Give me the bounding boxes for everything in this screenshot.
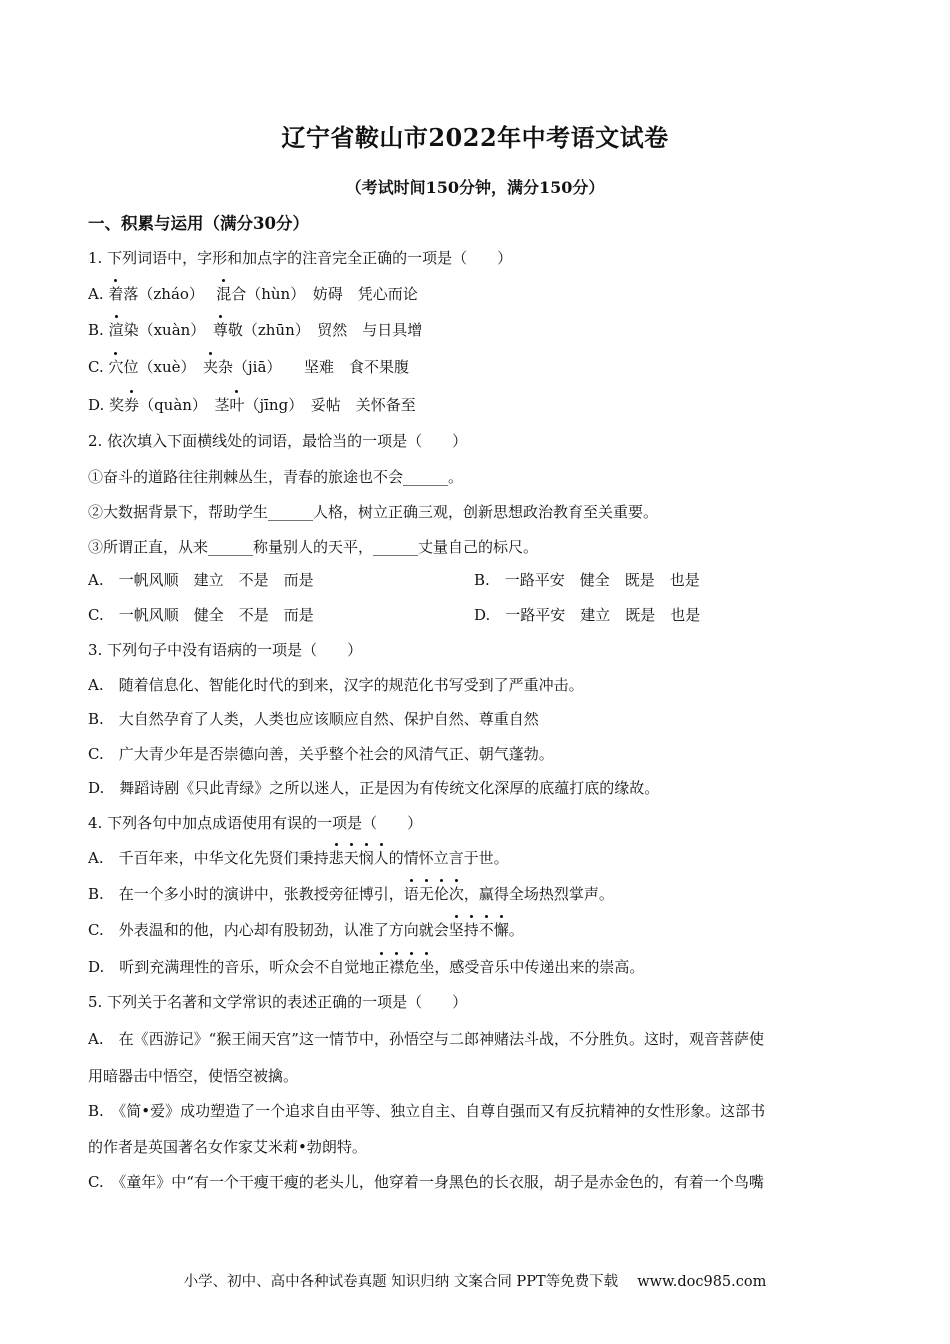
question-3-option-a: A. 随着信息化、智能化时代的到来，汉字的规范化书写受到了严重冲击。 [88, 676, 584, 694]
dotted-char: 叶 [229, 396, 245, 414]
question-3-option-c: C. 广大青少年是否崇德向善，关乎整个社会的风清气正、朝气蓬勃。 [88, 745, 554, 763]
question-1-option-a: A. 着落（zháo） 混合（hùn） 妨碍 凭心而论 [88, 285, 418, 303]
exam-subtitle: （考试时间150分钟，满分150分） [345, 178, 605, 197]
page-title: 辽宁省鞍山市2022年中考语文试卷 [281, 123, 669, 152]
question-2-sentence-2: ②大数据背景下，帮助学生______人格，树立正确三观，创新思想政治教育至关重要。 [88, 503, 659, 521]
question-2-option-c: C. 一帆风顺 健全 不是 而是 [88, 606, 314, 624]
page-footer: 小学、初中、高中各种试卷真题 知识归纳 文案合同 PPT等免费下载 www.doc985.com [183, 1274, 767, 1290]
dotted-char: 混 [216, 285, 232, 303]
question-5-option-a-line-1: A. 在《西游记》“猴王闹天宫”这一情节中，孙悟空与二郎神赌法斗战，不分胜负。这时，观音菩萨使 [88, 1030, 764, 1048]
question-3-stem: 3. 下列句子中没有语病的一项是（ ） [88, 641, 363, 659]
dotted-char: 夹 [203, 358, 219, 376]
dotted-char: 穴 [108, 358, 124, 376]
question-5-option-b-line-2: 的作者是英国著名女作家艾米莉•勃朗特。 [88, 1138, 367, 1156]
question-4-option-c: C. 外表温和的他，内心却有股韧劲，认准了方向就会坚持不懈。 [88, 921, 524, 939]
question-4-option-b: B. 在一个多小时的演讲中，张教授旁征博引，语无伦次，赢得全场热烈掌声。 [88, 885, 614, 903]
dotted-char: 懈 [493, 921, 509, 939]
dotted-char: 券 [124, 396, 140, 414]
dotted-char: 尊 [212, 321, 228, 339]
dotted-char: 语 [403, 885, 419, 903]
question-5-option-a-line-2: 用暗器击中悟空，使悟空被擒。 [88, 1067, 299, 1085]
question-1-stem: 1. 下列词语中，字形和加点字的注音完全正确的一项是（ ） [88, 249, 513, 267]
dotted-char: 天 [343, 849, 359, 867]
question-5-option-c-line-1: C. 《童年》中“有一个干瘦干瘦的老头儿，他穿着一身黑色的长衣服，胡子是赤金色的，有着一个鸟嘴 [88, 1173, 764, 1191]
dotted-char: 无 [418, 885, 434, 903]
dotted-char: 坚 [448, 921, 464, 939]
dotted-char: 持 [463, 921, 479, 939]
dotted-char: 悯 [358, 849, 374, 867]
dotted-char: 坐 [419, 958, 435, 976]
question-2-option-a: A. 一帆风顺 建立 不是 而是 [88, 571, 314, 589]
dotted-char: 次 [448, 885, 464, 903]
question-1-option-b: B. 渲染（xuàn） 尊敬（zhūn） 贸然 与日具增 [88, 321, 423, 339]
question-3-option-b: B. 大自然孕育了人类，人类也应该顺应自然、保护自然、尊重自然 [88, 710, 539, 728]
dotted-char: 不 [478, 921, 494, 939]
question-3-option-d: D. 舞蹈诗剧《只此青绿》之所以迷人，正是因为有传统文化深厚的底蕴打底的缘故。 [88, 779, 660, 797]
question-2-option-b: B. 一路平安 健全 既是 也是 [474, 571, 700, 589]
question-4-option-d: D. 听到充满理性的音乐，听众会不自觉地正襟危坐，感受音乐中传递出来的崇高。 [88, 958, 645, 976]
dotted-char: 着 [108, 285, 124, 303]
question-5-stem: 5. 下列关于名著和文学常识的表述正确的一项是（ ） [88, 993, 468, 1011]
question-1-option-d: D. 奖券（quàn） 茎叶（jīng） 妥帖 关怀备至 [88, 396, 416, 414]
question-4-option-a: A. 千百年来，中华文化先贤们秉持悲天悯人的情怀立言于世。 [88, 849, 509, 867]
dotted-char: 危 [404, 958, 420, 976]
dotted-char: 悲 [328, 849, 344, 867]
dotted-char: 渲 [108, 321, 124, 339]
dotted-char: 襟 [389, 958, 405, 976]
dotted-char: 正 [374, 958, 390, 976]
question-2-sentence-1: ①奋斗的道路往往荆棘丛生，青春的旅途也不会______。 [88, 468, 464, 486]
question-2-stem: 2. 依次填入下面横线处的词语，最恰当的一项是（ ） [88, 432, 468, 450]
question-2-sentence-3: ③所谓正直，从来______称量别人的天平，______丈量自己的标尺。 [88, 538, 539, 556]
dotted-char: 人 [373, 849, 389, 867]
section-heading: 一、积累与运用（满分30分） [88, 214, 309, 233]
question-1-option-c: C. 穴位（xuè） 夹杂（jiā） 坚难 食不果腹 [88, 358, 409, 376]
question-4-stem: 4. 下列各句中加点成语使用有误的一项是（ ） [88, 814, 423, 832]
dotted-char: 伦 [433, 885, 449, 903]
question-2-option-d: D. 一路平安 建立 既是 也是 [474, 606, 701, 624]
question-5-option-b-line-1: B. 《简•爱》成功塑造了一个追求自由平等、独立自主、自尊自强而又有反抗精神的女性形象。这部书 [88, 1102, 766, 1120]
